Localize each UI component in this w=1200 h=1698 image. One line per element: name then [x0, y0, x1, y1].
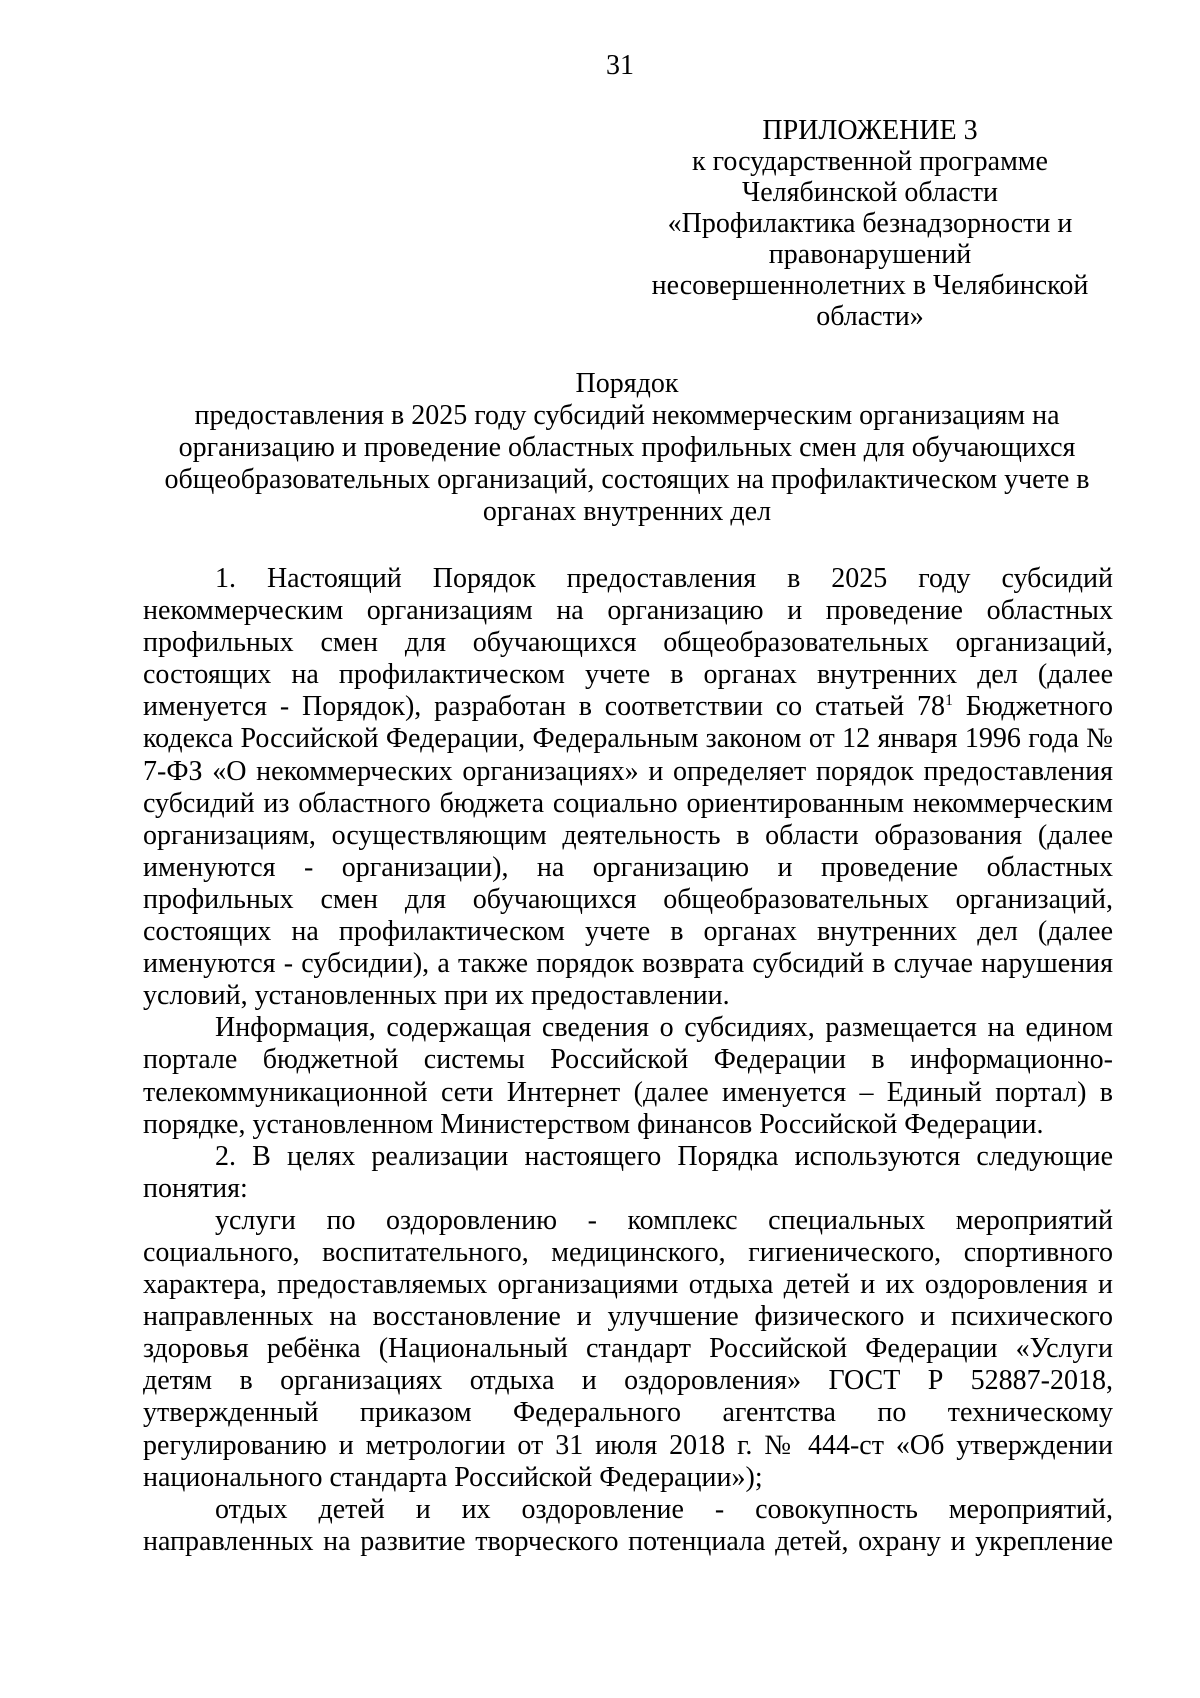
paragraph-2: Информация, содержащая сведения о субсидиях, размещается на едином портале бюджетной системы Российской Федерации в информационно-телекоммуникационной сети Интернет (далее именуется – Единый портал) в порядке, установленном Министерством финансов Российской Федерации. [143, 1012, 1113, 1140]
paragraph-4: услуги по оздоровлению - комплекс специальных мероприятий социального, воспитательного, медицинского, гигиенического, спортивного характера, предоставляемых организациями отдыха детей и их оздоровления и направленных на восстановление и улучшение физического и психического здоровья ребёнка (Национальный стандарт Российской Федерации «Услуги детям в организациях отдыха и оздоровления» ГОСТ Р 52887-2018, утвержденный приказом Федерального агентства по техническому регулированию и метрологии от 31 июля 2018 г. № 444-ст «Об утверждении национального стандарта Российской Федерации»); [143, 1204, 1113, 1493]
page-number: 31 [606, 50, 634, 81]
article-superscript: 1 [944, 692, 953, 710]
appendix-header [650, 115, 1090, 332]
appendix-title: ПРИЛОЖЕНИЕ 3 [762, 115, 978, 146]
appendix-line: несовершеннолетних в Челябинской [651, 270, 1089, 301]
title-line: организацию и проведение областных профильных смен для обучающихся [178, 432, 1076, 463]
appendix-line: правонарушений [768, 239, 972, 270]
title-line: органах внутренних дел [482, 496, 772, 527]
title-line: общеобразовательных организаций, состоящих на профилактическом учете в [164, 464, 1090, 495]
paragraph-1-text-a: 1. Настоящий Порядок предоставления в 2025 году субсидий некоммерческим организациям на организацию и проведение областных профильных смен для обучающихся общеобразовательных организаций, состоящих на профилактическом учете в органах внутренних дел (далее именуется - Порядок), разработан в соответствии со статьей 78 [143, 563, 1113, 723]
document-body [143, 563, 1113, 1558]
paragraph-5: отдых детей и их оздоровление - совокупность мероприятий, направленных на развитие творческого потенциала детей, охрану и укрепление [143, 1493, 1113, 1557]
paragraph-1 [143, 563, 1113, 1012]
appendix-line: области» [816, 301, 924, 332]
paragraph-1-text-b: Бюджетного кодекса Российской Федерации, Федеральным законом от 12 января 1996 года № 7-ФЗ «О некоммерческих организациях» и определяет порядок предоставления субсидий из областного бюджета социально ориентированным некоммерческим организациям, осуществляющим деятельность в области образования (далее именуются - организации), на организацию и проведение областных профильных смен для обучающихся общеобразовательных организаций, состоящих на профилактическом учете в органах внутренних дел (далее именуются - субсидии), а также порядок возврата субсидий в случае нарушения условий, установленных при их предоставлении. [143, 691, 1113, 1012]
appendix-line: Челябинской области [742, 177, 998, 208]
title-line: предоставления в 2025 году субсидий некоммерческим организациям на [194, 400, 1060, 431]
title-heading: Порядок [575, 368, 679, 399]
appendix-line: «Профилактика безнадзорности и [667, 208, 1073, 239]
appendix-line: к государственной программе [692, 146, 1048, 177]
document-title [143, 368, 1111, 528]
paragraph-3: 2. В целях реализации настоящего Порядка используются следующие понятия: [143, 1140, 1113, 1204]
